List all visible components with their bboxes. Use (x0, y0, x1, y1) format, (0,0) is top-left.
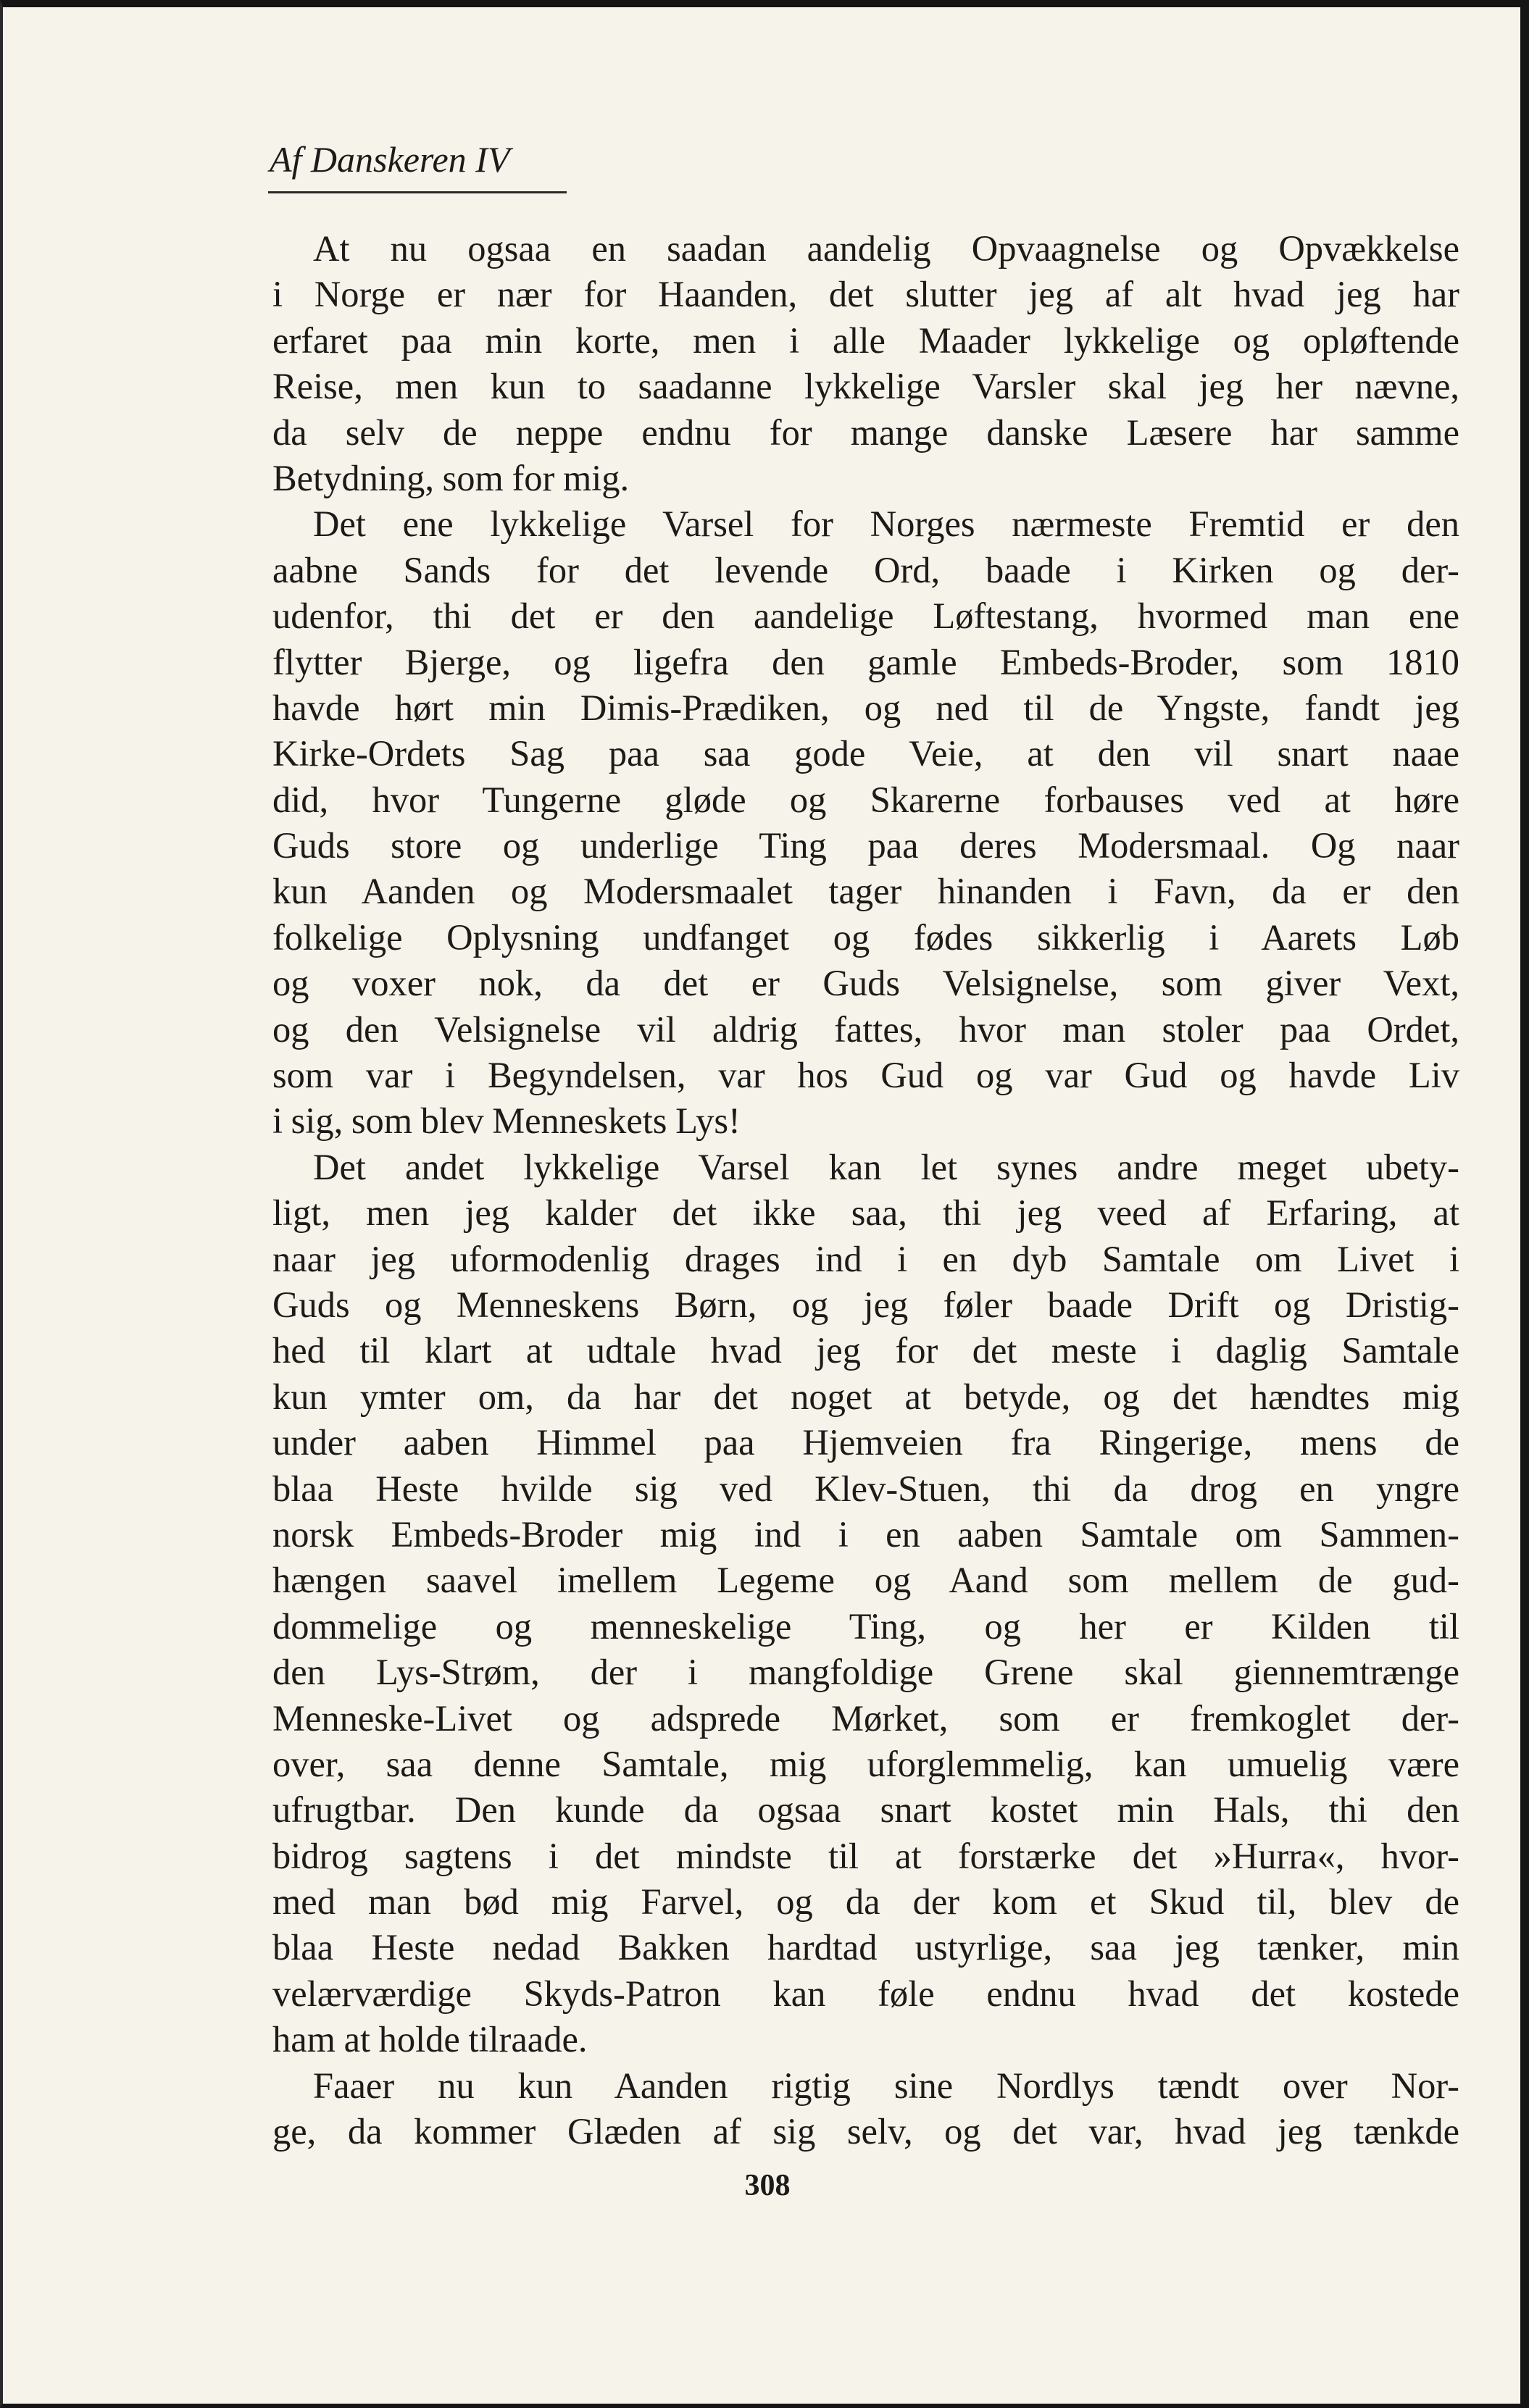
text-line: den Lys-Strøm, der i mangfoldige Grene skal giennemtrænge (272, 1652, 1459, 1693)
text-line: og voxer nok, da det er Guds Velsignelse, som giver Vext, (272, 963, 1459, 1004)
text-line: hængen saavel imellem Legeme og Aand som mellem de gud- (272, 1560, 1459, 1601)
page-number: 308 (744, 2169, 791, 2202)
text-line: dommelige og menneskelige Ting, og her er Kilden til (272, 1605, 1459, 1647)
text-line: Det ene lykkelige Varsel for Norges nærmeste Fremtid er den (313, 503, 1459, 545)
text-line: At nu ogsaa en saadan aandelig Opvaagnelse og Opvækkelse (313, 228, 1459, 269)
text-line: kun ymter om, da har det noget at betyde, og det hændtes mig (272, 1376, 1459, 1417)
text-line: hed til klart at udtale hvad jeg for det meste i daglig Samtale (272, 1330, 1459, 1371)
text-line: som var i Begyndelsen, var hos Gud og var Gud og havde Liv (272, 1055, 1459, 1096)
text-line: havde hørt min Dimis-Prædiken, og ned til de Yngste, fandt jeg (272, 687, 1459, 728)
running-head: Af Danskeren IV (270, 139, 510, 180)
text-line: i Norge er nær for Haanden, det slutter jeg af alt hvad jeg har (272, 274, 1459, 315)
text-line: i sig, som blev Menneskets Lys! (272, 1100, 741, 1142)
text-line: flytter Bjerge, og ligefra den gamle Embeds-Broder, som 1810 (272, 641, 1459, 682)
text-line: aabne Sands for det levende Ord, baade i Kirken og der- (272, 549, 1459, 590)
text-line: ham at holde tilraade. (272, 2019, 588, 2060)
body-text (272, 226, 1459, 2154)
text-line: ufrugtbar. Den kunde da ogsaa snart kostet min Hals, thi den (272, 1789, 1459, 1831)
text-line: Det andet lykkelige Varsel kan let synes andre meget ubety- (313, 1146, 1459, 1187)
text-line: og den Velsignelse vil aldrig fattes, hvor man stoler paa Ordet, (272, 1008, 1459, 1050)
text-line: kun Aanden og Modersmaalet tager hinanden i Favn, da er den (272, 871, 1459, 912)
text-line: under aaben Himmel paa Hjemveien fra Ringerige, mens de (272, 1422, 1459, 1463)
text-line: med man bød mig Farvel, og da der kom et Skud til, blev de (272, 1881, 1459, 1923)
text-line: norsk Embeds-Broder mig ind i en aaben Samtale om Sammen- (272, 1513, 1459, 1555)
text-line: folkelige Oplysning undfanget og fødes sikkerlig i Aarets Løb (272, 916, 1459, 958)
text-line: did, hvor Tungerne gløde og Skarerne forbauses ved at høre (272, 779, 1459, 820)
text-line: Guds og Menneskens Børn, og jeg føler baade Drift og Dristig- (272, 1284, 1459, 1325)
text-line: ge, da kommer Glæden af sig selv, og det var, hvad jeg tænkde (272, 2111, 1459, 2152)
text-line: Kirke-Ordets Sag paa saa gode Veie, at den vil snart naae (272, 733, 1459, 774)
text-line: Guds store og underlige Ting paa deres Modersmaal. Og naar (272, 825, 1459, 866)
text-line: da selv de neppe endnu for mange danske Læsere har samme (272, 411, 1459, 453)
text-line: ligt, men jeg kalder det ikke saa, thi jeg veed af Erfaring, at (272, 1192, 1459, 1234)
text-line: blaa Heste hvilde sig ved Klev-Stuen, thi da drog en yngre (272, 1468, 1459, 1509)
text-line: udenfor, thi det er den aandelige Løftestang, hvormed man ene (272, 595, 1459, 637)
text-line: over, saa denne Samtale, mig uforglemmelig, kan umuelig være (272, 1743, 1459, 1784)
text-line: Reise, men kun to saadanne lykkelige Varsler skal jeg her nævne, (272, 366, 1459, 407)
text-line: naar jeg uformodenlig drages ind i en dyb Samtale om Livet i (272, 1238, 1459, 1279)
text-line: blaa Heste nedad Bakken hardtad ustyrlige, saa jeg tænker, min (272, 1927, 1459, 1968)
text-line: velærværdige Skyds-Patron kan føle endnu hvad det kostede (272, 1973, 1459, 2014)
text-line: bidrog sagtens i det mindste til at forstærke det »Hurra«, hvor- (272, 1835, 1459, 1876)
text-line: Faaer nu kun Aanden rigtig sine Nordlys tændt over Nor- (313, 2065, 1459, 2106)
running-head-rule (268, 191, 567, 193)
text-line: Betydning, som for mig. (272, 457, 630, 498)
text-line: Menneske-Livet og adsprede Mørket, som er fremkoglet der- (272, 1697, 1459, 1739)
text-line: erfaret paa min korte, men i alle Maader lykkelige og opløftende (272, 319, 1459, 361)
